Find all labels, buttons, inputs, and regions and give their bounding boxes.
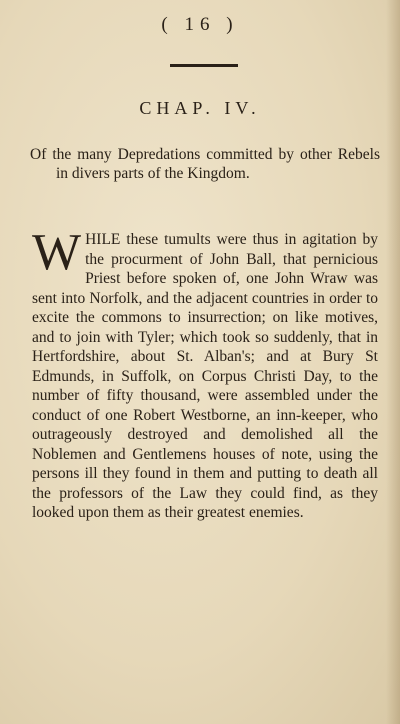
body-text: HILE these tumults were thus in agitation by the procurment of John Ball, that pernicious Priest before spoken of, one John Wraw was sent into Norfolk, and the adjacent countries in order to excite the commons to insurrection; on like motives, and to join with Tyler; which took so suddenly, that in Hertfordshire, about St. Alban's; and at Bury St Edmunds, in Suffolk, on Corpus Christi Day, to the number of fifty thousand, were assembled under the conduct of one Robert Westborne, an inn-keeper, who outrageously destroyed and demolished all the Noblemen and Gentlemens houses of note, using the persons ill they found in them and putting to death all the professors of the Law they could find, as they looked upon them as their greatest enemies.: [32, 231, 378, 521]
body-paragraph: [32, 224, 378, 523]
drop-cap: W: [32, 224, 82, 281]
decorative-rule: [170, 64, 238, 67]
chapter-summary: Of the many Depredations committed by other Rebels in divers parts of the Kingdom.: [30, 146, 380, 182]
page-number: ( 16 ): [161, 14, 239, 35]
chapter-heading: CHAP. IV.: [139, 98, 261, 118]
